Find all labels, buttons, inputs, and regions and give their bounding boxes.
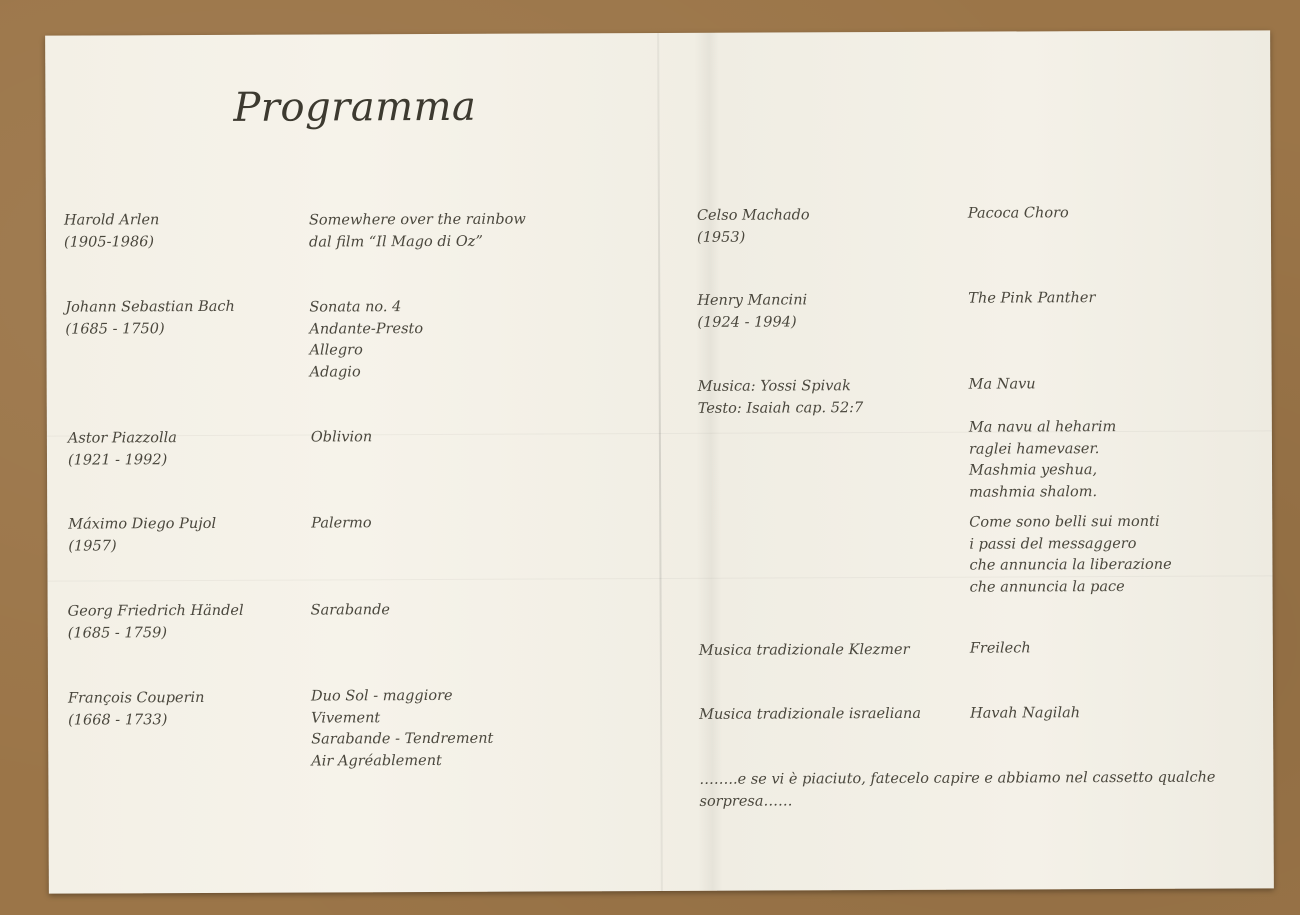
composer-name: Musica: Yossi Spivak	[697, 378, 851, 395]
work-title: Sonata no. 4	[309, 299, 402, 316]
page-title: Programma	[233, 83, 477, 131]
center-fold	[657, 33, 663, 891]
lyric-line: Come sono belli sui monti	[969, 513, 1160, 531]
composer-entry	[68, 601, 244, 645]
work-title: Air Agréablement	[311, 752, 442, 770]
work-title: Andante-Presto	[309, 320, 424, 338]
work-list	[311, 427, 372, 449]
lyric-line: Mashmia yeshua,	[969, 462, 1098, 479]
composer-dates: (1921 - 1992)	[67, 451, 168, 469]
composer-entry	[68, 428, 177, 471]
closing-note: ……..e se vi è piaciuto, fatecelo capire e abbiamo nel cassetto qualche sorpresa……	[699, 769, 1216, 810]
lyric-line: Ma navu al heharim	[968, 419, 1117, 436]
composer-entry	[697, 205, 810, 248]
lyrics-hebrew	[969, 417, 1117, 504]
work-title: Oblivion	[310, 429, 373, 446]
composer-entry	[699, 704, 921, 726]
lyric-line: che annuncia la liberazione	[969, 556, 1172, 574]
lyric-line: i passi del messaggero	[969, 535, 1137, 553]
work-title: Havah Nagilah	[970, 705, 1081, 722]
work-list	[311, 686, 494, 773]
composer-dates: (1924 - 1994)	[697, 313, 797, 331]
work-title: Somewhere over the rainbow	[308, 211, 526, 229]
composer-dates: (1905-1986)	[63, 233, 155, 251]
composer-name: Musica tradizionale Klezmer	[698, 641, 910, 659]
work-list	[968, 203, 1069, 225]
lyric-line: raglei hamevaser.	[968, 440, 1100, 458]
composer-name: Harold Arlen	[63, 212, 160, 229]
lyric-line: che annuncia la pace	[969, 578, 1125, 596]
composer-entry	[68, 688, 205, 732]
work-list	[309, 210, 526, 254]
work-title: Allegro	[309, 342, 363, 359]
composer-name: Georg Friedrich Händel	[67, 602, 244, 620]
work-list	[311, 600, 390, 622]
work-title: Ma Navu	[968, 376, 1036, 393]
composer-entry	[64, 210, 160, 253]
work-title: Vivement	[311, 709, 381, 727]
work-title: Sarabande	[310, 602, 390, 619]
composer-name: Henry Mancini	[697, 292, 808, 309]
lyric-line: mashmia shalom.	[969, 483, 1098, 501]
composer-dates: (1668 - 1733)	[68, 711, 168, 729]
composer-entry	[697, 290, 807, 333]
work-list	[309, 297, 423, 383]
composer-entry	[68, 514, 216, 558]
work-list	[968, 288, 1095, 310]
composer-dates: Testo: Isaiah cap. 52:7	[697, 399, 864, 417]
composer-entry	[699, 640, 910, 662]
work-title: Freilech	[969, 640, 1031, 657]
work-title: Adagio	[309, 363, 361, 381]
composer-name: Celso Machado	[696, 207, 810, 224]
lyrics-italian	[969, 512, 1172, 599]
program-sheet	[45, 30, 1274, 893]
composer-name: Astor Piazzolla	[67, 430, 177, 447]
composer-dates: (1685 - 1759)	[67, 624, 168, 642]
work-list	[970, 703, 1080, 725]
composer-dates: (1953)	[696, 229, 746, 246]
work-title: Pacoca Choro	[967, 205, 1069, 222]
composer-dates: (1957)	[68, 537, 117, 555]
composer-entry	[698, 376, 864, 420]
composer-name: Musica tradizionale israeliana	[699, 705, 922, 723]
composer-entry	[65, 297, 235, 341]
work-title: Palermo	[311, 515, 372, 532]
work-title: Duo Sol - maggiore	[310, 687, 453, 705]
composer-name: François Couperin	[67, 689, 205, 707]
composer-name: Johann Sebastian Bach	[65, 298, 235, 316]
work-list	[311, 513, 371, 535]
composer-dates: (1685 - 1750)	[65, 320, 165, 338]
work-title: The Pink Panther	[968, 290, 1096, 307]
work-title: dal film “Il Mago di Oz”	[309, 233, 483, 251]
work-title: Sarabande - Tendrement	[311, 730, 494, 748]
work-list	[970, 638, 1031, 660]
work-list	[969, 374, 1036, 396]
composer-name: Máximo Diego Pujol	[68, 515, 217, 533]
